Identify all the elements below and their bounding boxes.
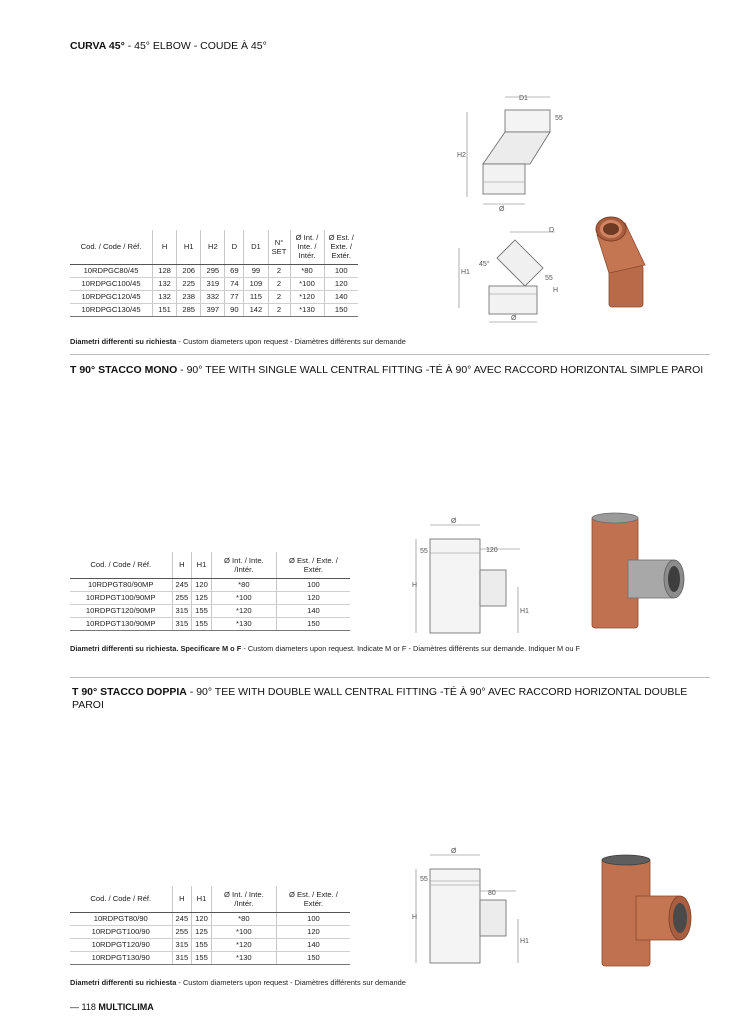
page-number: — 118: [70, 1002, 96, 1012]
table-cell: 100: [276, 578, 350, 591]
table-cell: 245: [172, 912, 192, 925]
table-cell: *120: [211, 604, 276, 617]
label-h: H: [412, 914, 418, 921]
table-cell: 315: [172, 938, 192, 951]
label-55-small: 55: [545, 275, 553, 282]
table-cell: 155: [192, 951, 212, 964]
table-cell: 77: [225, 290, 244, 303]
tee-double-footnote: [70, 978, 406, 987]
footnote-rest: - Custom diameters upon request - Diamètres différents sur demande: [176, 978, 406, 987]
table-cell: 140: [276, 938, 350, 951]
table-cell: 315: [172, 604, 192, 617]
section-title-rest: - 45° ELBOW - COUDE À 45°: [124, 40, 267, 52]
tee-double-dimension-drawing: [408, 845, 548, 970]
table-cell: 100: [324, 264, 358, 277]
table-cell: 100: [276, 912, 350, 925]
table-cell: 225: [177, 277, 201, 290]
column-header: Ø Est. / Exte. / Extér.: [324, 230, 358, 264]
table-cell: 10RDPGC80/45: [70, 264, 153, 277]
elbow-product-photo: [585, 215, 665, 315]
table-row: [70, 951, 350, 964]
table-cell: 150: [276, 951, 350, 964]
table-cell: 120: [276, 591, 350, 604]
table-cell: 10RDPGT120/90: [70, 938, 172, 951]
label-dia: Ø: [451, 848, 457, 855]
table-row: [70, 938, 350, 951]
tee-double-spec-table: [70, 886, 350, 965]
label-branch: 80: [488, 890, 496, 897]
footnote-bold: Diametri differenti su richiesta: [70, 337, 177, 346]
label-branch: 120: [486, 547, 498, 554]
label-d1: D1: [519, 95, 528, 102]
table-cell: 245: [172, 578, 192, 591]
table-cell: 155: [192, 938, 212, 951]
table-cell: 155: [192, 617, 212, 630]
table-cell: 155: [192, 604, 212, 617]
label-h2: H2: [457, 152, 466, 159]
table-cell: 120: [324, 277, 358, 290]
table-cell: 10RDPGT80/90MP: [70, 578, 172, 591]
table-cell: 132: [153, 290, 177, 303]
table-cell: 142: [244, 303, 268, 316]
table-cell: *100: [211, 925, 276, 938]
table-cell: 120: [192, 912, 212, 925]
label-55: 55: [420, 876, 428, 883]
table-cell: *100: [211, 591, 276, 604]
table-cell: 140: [324, 290, 358, 303]
table-cell: 285: [177, 303, 201, 316]
label-h1: H1: [520, 938, 529, 945]
table-cell: *80: [211, 912, 276, 925]
table-cell: 10RDPGT100/90MP: [70, 591, 172, 604]
column-header: H1: [192, 886, 212, 912]
label-h: H: [412, 582, 418, 589]
table-cell: 69: [225, 264, 244, 277]
column-header: H1: [177, 230, 201, 264]
table-cell: 125: [192, 591, 212, 604]
table-row: [70, 912, 350, 925]
tee-single-footnote: [70, 644, 580, 653]
column-header: Ø Est. / Exte. / Extér.: [276, 552, 350, 578]
label-55: 55: [555, 115, 563, 122]
table-row: [70, 277, 358, 290]
table-header-row: [70, 552, 350, 578]
label-h1: H1: [461, 269, 470, 276]
table-cell: 315: [172, 951, 192, 964]
column-header: H2: [201, 230, 225, 264]
footnote-bold: Diametri differenti su richiesta. Specificare M o F: [70, 644, 242, 653]
label-dia: Ø: [451, 518, 457, 525]
elbow-angle-drawing: [455, 228, 575, 328]
section-title-tee-single: [70, 364, 720, 377]
page-footer: [70, 1002, 154, 1012]
table-cell: 10RDPGT130/90MP: [70, 617, 172, 630]
elbow-dimension-drawing: [455, 92, 575, 217]
table-row: [70, 290, 358, 303]
table-row: [70, 617, 350, 630]
tee-single-dimension-drawing: [408, 515, 548, 640]
table-cell: 315: [172, 617, 192, 630]
table-row: [70, 604, 350, 617]
column-header: H: [172, 552, 192, 578]
section-title-bold: T 90° STACCO MONO: [70, 364, 178, 376]
section-title-elbow: [70, 40, 267, 53]
column-header: H1: [192, 552, 212, 578]
table-cell: 255: [172, 925, 192, 938]
section-title-bold: CURVA 45°: [70, 40, 125, 52]
table-row: [70, 591, 350, 604]
table-cell: *130: [290, 303, 324, 316]
footnote-rest: - Custom diameters upon request. Indicate M or F - Diamètres différents sur demande. Indiquer M ou F: [241, 644, 581, 653]
section-title-rest: - 90° TEE WITH DOUBLE WALL CENTRAL FITTING -TÉ À 90° AVEC RACCORD HORIZONTAL DOUBLE PAROI: [72, 686, 688, 711]
table-cell: 109: [244, 277, 268, 290]
section-divider: [70, 354, 710, 355]
table-cell: 2: [268, 303, 290, 316]
column-header: Cod. / Code / Réf.: [70, 230, 153, 264]
table-cell: 10RDPGC120/45: [70, 290, 153, 303]
table-header-row: [70, 230, 358, 264]
column-header: Ø Int. / Inte. /Intér.: [211, 552, 276, 578]
table-cell: 115: [244, 290, 268, 303]
section-title-tee-double: [72, 686, 712, 712]
table-cell: 140: [276, 604, 350, 617]
table-cell: *130: [211, 951, 276, 964]
table-cell: 10RDPGT130/90: [70, 951, 172, 964]
elbow-footnote: [70, 337, 406, 346]
table-cell: 319: [201, 277, 225, 290]
table-cell: 10RDPGC100/45: [70, 277, 153, 290]
column-header: Cod. / Code / Réf.: [70, 552, 172, 578]
table-cell: 120: [192, 578, 212, 591]
table-cell: 206: [177, 264, 201, 277]
table-row: [70, 925, 350, 938]
table-cell: 74: [225, 277, 244, 290]
table-cell: *130: [211, 617, 276, 630]
table-cell: 150: [276, 617, 350, 630]
label-h1: H1: [520, 608, 529, 615]
column-header: D: [225, 230, 244, 264]
table-cell: 238: [177, 290, 201, 303]
label-55: 55: [420, 548, 428, 555]
table-cell: 10RDPGT100/90: [70, 925, 172, 938]
column-header: Ø Int. / Inte. /Intér.: [211, 886, 276, 912]
label-h: H: [553, 287, 559, 294]
label-d: D: [549, 227, 555, 234]
section-title-bold: T 90° STACCO DOPPIA: [72, 686, 187, 698]
table-cell: 2: [268, 264, 290, 277]
table-cell: 125: [192, 925, 212, 938]
label-dia: Ø: [499, 206, 505, 213]
table-cell: 132: [153, 277, 177, 290]
column-header: N° SET: [268, 230, 290, 264]
table-cell: 151: [153, 303, 177, 316]
column-header: Ø Int. / Inte. / Intér.: [290, 230, 324, 264]
table-cell: 128: [153, 264, 177, 277]
table-cell: 2: [268, 277, 290, 290]
footnote-rest: - Custom diameters upon request - Diamètres différents sur demande: [176, 337, 406, 346]
table-cell: *120: [290, 290, 324, 303]
label-45-degree: 45°: [479, 261, 490, 268]
table-cell: 10RDPGC130/45: [70, 303, 153, 316]
table-cell: 332: [201, 290, 225, 303]
column-header: H: [153, 230, 177, 264]
section-divider: [70, 677, 710, 678]
table-cell: 99: [244, 264, 268, 277]
table-cell: 150: [324, 303, 358, 316]
table-cell: 255: [172, 591, 192, 604]
table-cell: 10RDPGT120/90MP: [70, 604, 172, 617]
table-cell: 10RDPGT80/90: [70, 912, 172, 925]
table-cell: *120: [211, 938, 276, 951]
brand-name: MULTICLIMA: [98, 1002, 154, 1012]
table-cell: 2: [268, 290, 290, 303]
column-header: Ø Est. / Exte. / Extér.: [276, 886, 350, 912]
footnote-bold: Diametri differenti su richiesta: [70, 978, 177, 987]
tee-single-product-photo: [578, 510, 693, 635]
table-cell: *100: [290, 277, 324, 290]
table-row: [70, 578, 350, 591]
tee-single-spec-table: [70, 552, 350, 631]
elbow-spec-table: [70, 230, 358, 317]
table-row: [70, 264, 358, 277]
table-cell: 120: [276, 925, 350, 938]
table-cell: 295: [201, 264, 225, 277]
label-dia-bottom: Ø: [511, 315, 517, 322]
column-header: D1: [244, 230, 268, 264]
table-cell: *80: [290, 264, 324, 277]
table-cell: 397: [201, 303, 225, 316]
table-header-row: [70, 886, 350, 912]
table-cell: *80: [211, 578, 276, 591]
section-title-rest: - 90° TEE WITH SINGLE WALL CENTRAL FITTING -TÉ À 90° AVEC RACCORD HORIZONTAL SIMPLE PAROI: [177, 364, 704, 376]
column-header: Cod. / Code / Réf.: [70, 886, 172, 912]
column-header: H: [172, 886, 192, 912]
tee-double-product-photo: [588, 852, 698, 972]
table-row: [70, 303, 358, 316]
table-cell: 90: [225, 303, 244, 316]
